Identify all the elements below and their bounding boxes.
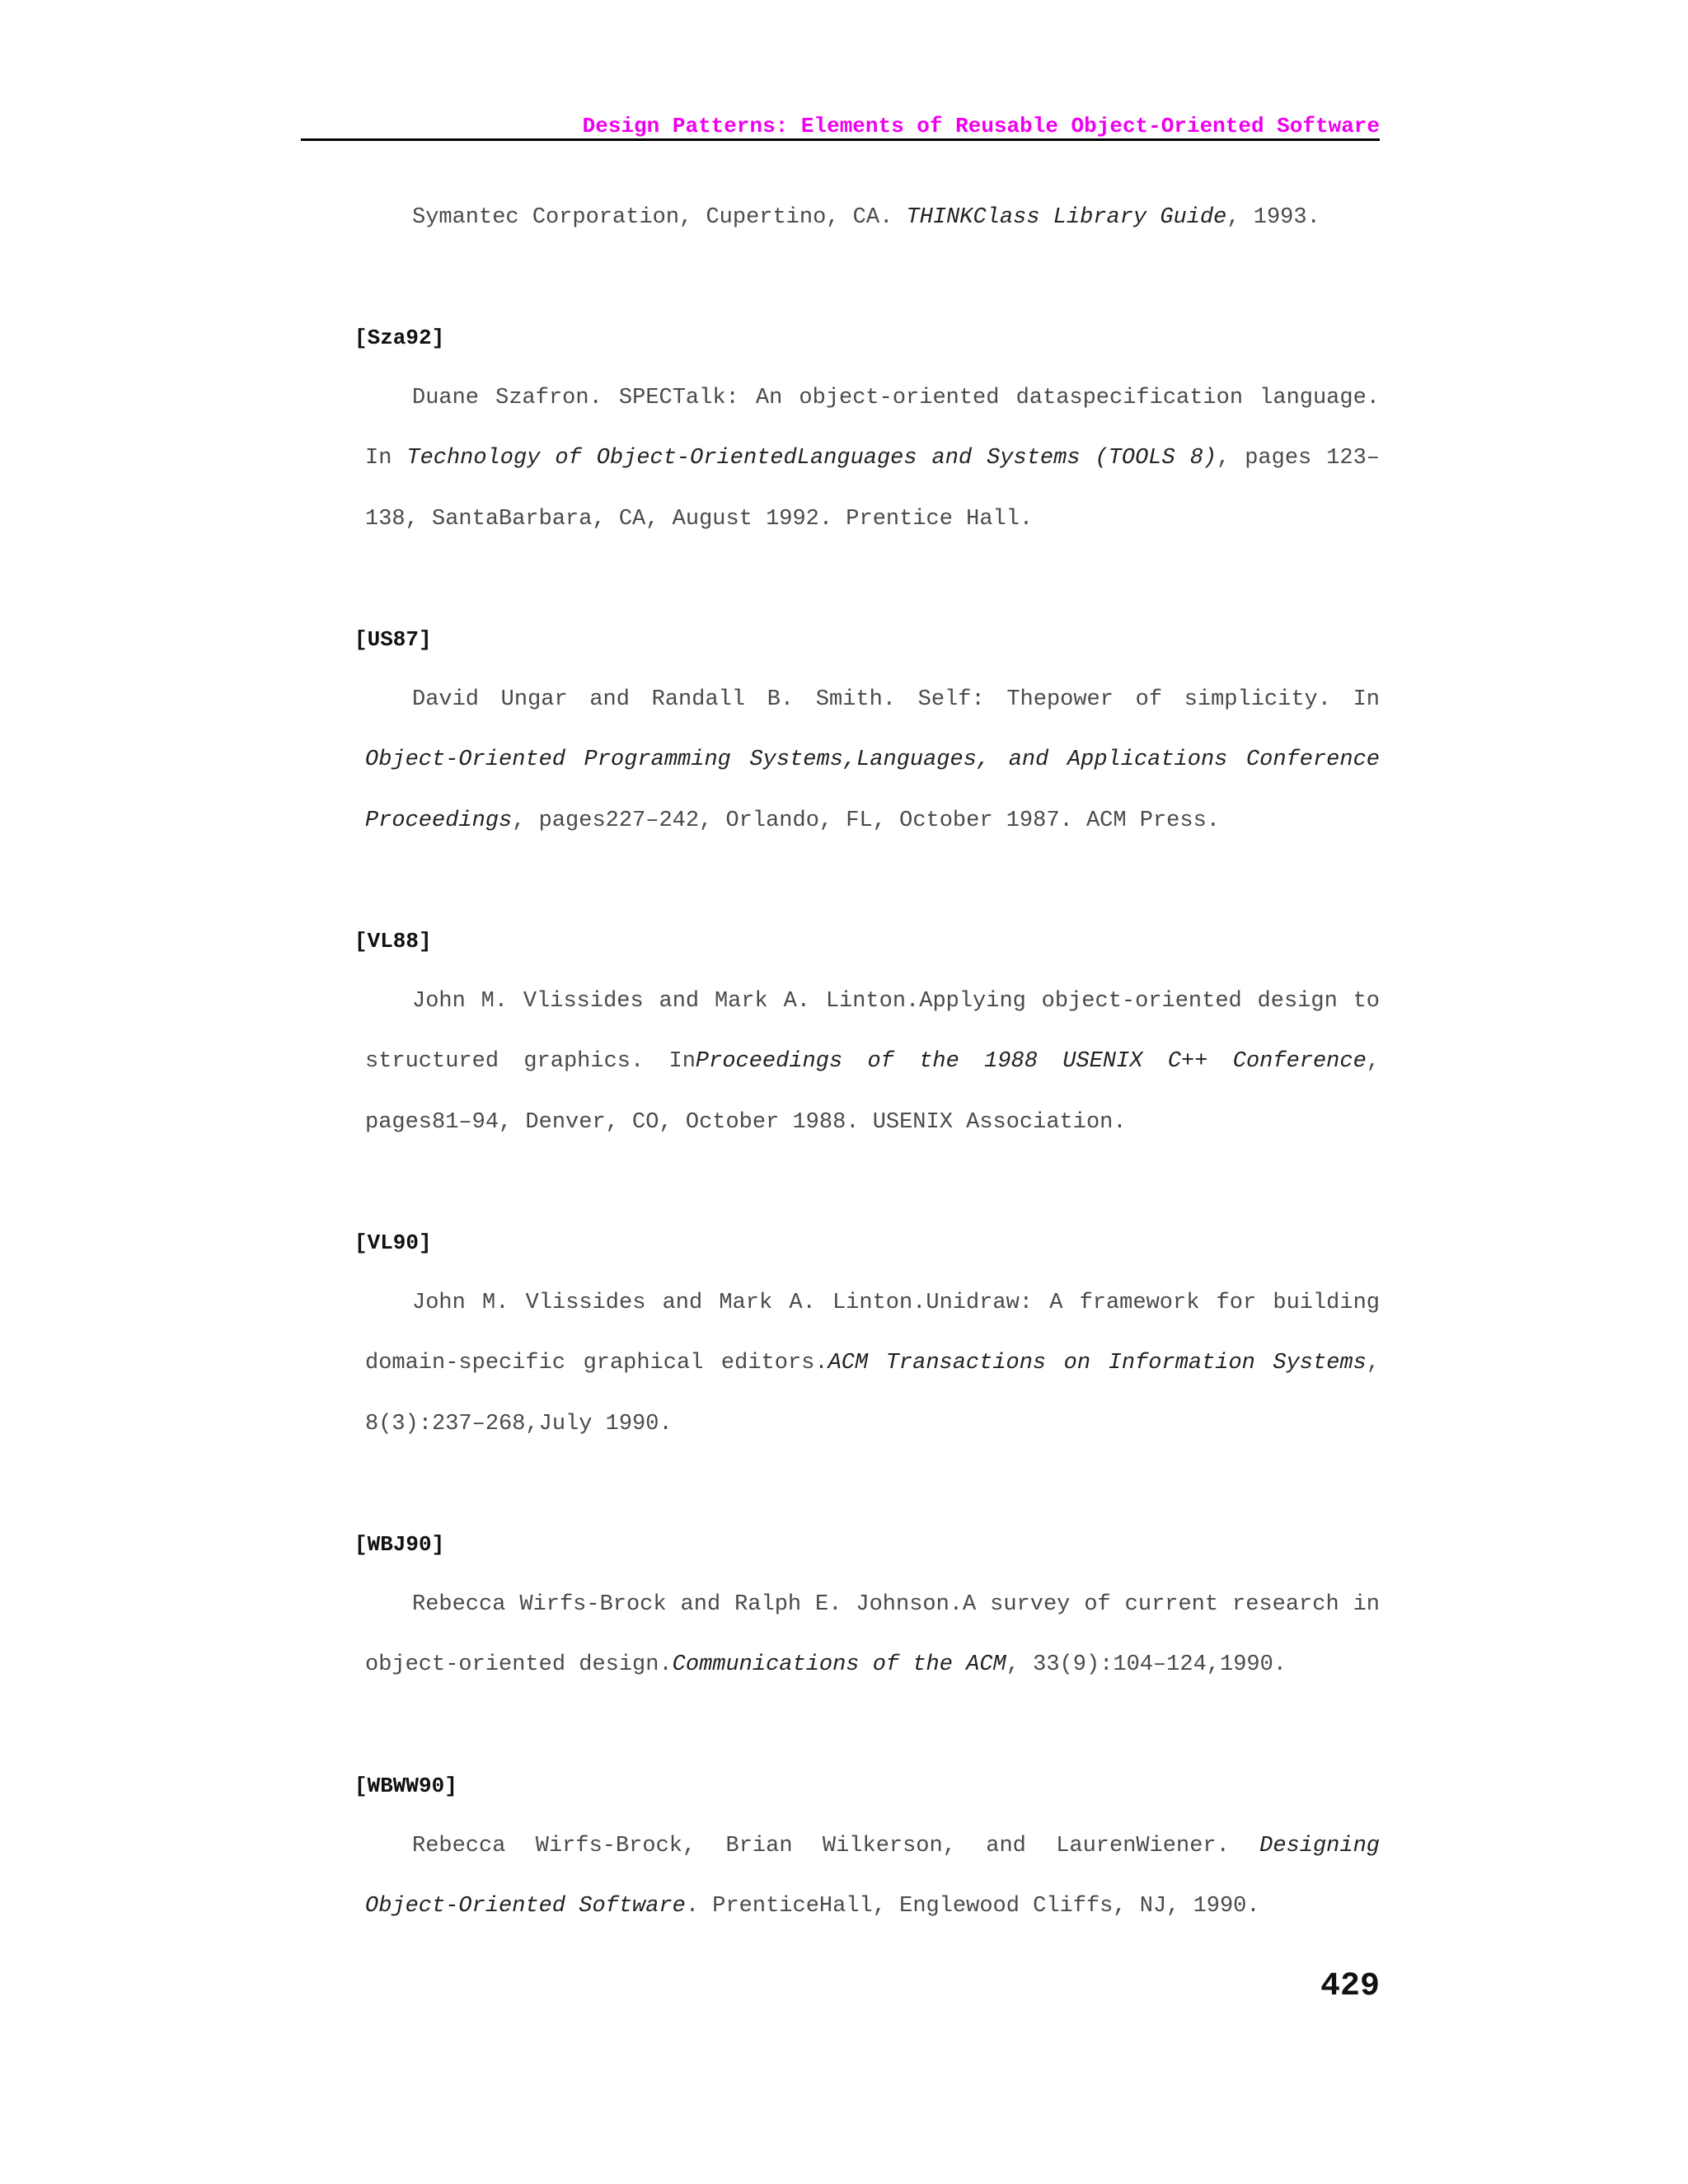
reference-details: , pages 123–138, SantaBarbara, CA, August 1992. Prentice Hall. — [365, 446, 1381, 532]
reference-title: ACM Transactions on Information Systems — [828, 1351, 1367, 1376]
reference-body — [365, 368, 1380, 550]
reference-key: [VL90] — [354, 1230, 432, 1255]
continuation-entry — [365, 188, 1380, 248]
reference-body — [365, 1273, 1380, 1455]
reference-details: . PrenticeHall, Englewood Cliffs, NJ, 1990. — [685, 1894, 1260, 1919]
reference-title: Proceedings of the 1988 USENIX C++ Conference — [695, 1049, 1367, 1075]
reference-key: [WBWW90] — [354, 1774, 457, 1798]
reference-details: , 8(3):237–268,July 1990. — [365, 1351, 1381, 1436]
entry-title: THINKClass Library Guide — [906, 205, 1227, 230]
reference-body — [365, 1816, 1380, 1938]
reference-details: , pages81–94, Denver, CO, October 1988. USENIX Association. — [365, 1049, 1380, 1135]
reference-title: Technology of Object-OrientedLanguages and Systems (TOOLS 8) — [406, 446, 1217, 471]
entry-text: Symantec Corporation, Cupertino, CA. — [412, 205, 907, 230]
reference-text: Rebecca Wirfs-Brock, Brian Wilkerson, and LaurenWiener. — [412, 1834, 1260, 1858]
reference-body — [365, 1575, 1380, 1696]
reference-text: Rebecca Wirfs-Brock and Ralph E. Johnson.A survey of current research in object-oriented design. — [365, 1592, 1380, 1678]
reference-details: , pages227–242, Orlando, FL, October 1987. ACM Press. — [512, 808, 1220, 833]
page-number: 429 — [1320, 1968, 1380, 2005]
reference-key: [WBJ90] — [354, 1532, 445, 1557]
header-rule — [301, 138, 1380, 141]
reference-body — [365, 670, 1380, 851]
reference-text: John M. Vlissides and Mark A. Linton.Unidraw: A framework for building domain-specific graphical editors. — [365, 1291, 1380, 1376]
reference-key: [US87] — [354, 627, 432, 652]
reference-text: John M. Vlissides and Mark A. Linton.Applying object-oriented design to structured graphics. In — [365, 989, 1380, 1075]
reference-title: Object-Oriented Programming Systems,Languages, and Applications Conference Proceedings — [365, 748, 1380, 833]
reference-key: [Sza92] — [354, 326, 445, 350]
reference-text: David Ungar and Randall B. Smith. Self: Thepower of simplicity. In — [412, 687, 1380, 712]
reference-details: , 33(9):104–124,1990. — [1006, 1652, 1287, 1678]
entry-tail: , 1993. — [1226, 205, 1320, 230]
reference-text: Duane Szafron. SPECTalk: An object-oriented dataspecification language. In — [365, 386, 1380, 471]
reference-key: [VL88] — [354, 929, 432, 954]
reference-title: Designing Object-Oriented Software — [365, 1834, 1380, 1919]
running-header-title: Design Patterns: Elements of Reusable Object-Oriented Software — [582, 114, 1380, 138]
reference-body — [365, 972, 1380, 1153]
reference-title: Communications of the ACM — [672, 1652, 1006, 1678]
